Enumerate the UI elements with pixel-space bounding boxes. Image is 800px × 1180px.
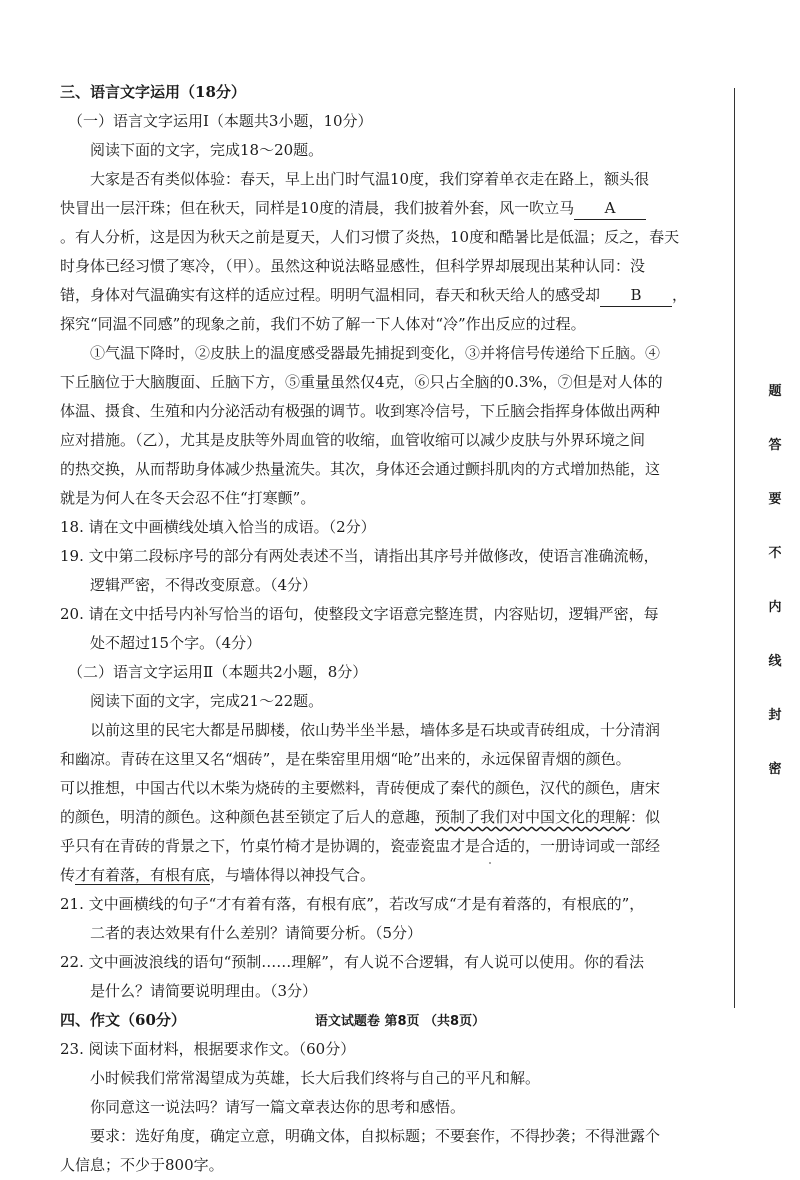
side-char: 封 bbox=[768, 708, 782, 723]
side-char: 内 bbox=[768, 600, 782, 615]
p3-line: 的颜色，明清的颜色。这种颜色甚至锁定了后人的意趣，预制了我们对中国文化的理解：似 bbox=[60, 808, 661, 826]
side-char: 要 bbox=[768, 492, 782, 507]
part1-title: （一）语言文字运用Ⅰ（本题共3小题，10分） bbox=[68, 112, 373, 130]
question-22: 22. 文中画波浪线的语句“预制……理解”，有人说不合逻辑，有人说可以使用。你的看法 bbox=[60, 953, 644, 971]
page-footer: 语文试题卷 第8页 （共8页） bbox=[314, 1014, 486, 1029]
p1-line: 。有人分析，这是因为秋天之前是夏天，人们习惯了炎热，10度和酷暑比是低温；反之，春天 bbox=[60, 228, 680, 246]
essay-requirements: 要求：选好角度，确定立意，明确文体，自拟标题；不要套作，不得抄袭；不得泄露个 bbox=[90, 1127, 661, 1145]
section3-title: 三、语言文字运用（18分） bbox=[60, 83, 246, 101]
essay-material: 小时候我们常常渴望成为英雄，长大后我们终将与自己的平凡和解。 bbox=[90, 1069, 541, 1087]
p3-line: 以前这里的民宅大都是吊脚楼，依山势半坐半悬，墙体多是石块或青砖组成，十分清润 bbox=[90, 721, 661, 739]
question-21: 21. 文中画横线的句子“才有着有落，有根有底”，若改写成“才是有着落的，有根底的”， bbox=[60, 895, 645, 913]
question-20: 20. 请在文中括号内补写恰当的语句，使整段文字语意完整连贯，内容贴切，逻辑严密，每 bbox=[60, 605, 659, 623]
p2-line: 体温、摄食、生殖和内分泌活动有极强的调节。收到寒冷信号，下丘脑会指挥身体做出两种 bbox=[60, 402, 661, 420]
p2-line: ①气温下降时，②皮肤上的温度感受器最先捕捉到变化，③并将信号传递给下丘脑。④ bbox=[90, 344, 661, 362]
side-char: 不 bbox=[768, 546, 782, 561]
part1-instruction: 阅读下面的文字，完成18～20题。 bbox=[90, 141, 324, 159]
side-char: 线 bbox=[768, 654, 782, 669]
p1-line: 错，身体对气温确实有这样的适应过程。明明气温相同，春天和秋天给人的感受却 B ， bbox=[60, 281, 680, 310]
essay-prompt: 你同意这一说法吗？请写一篇文章表达你的思考和感悟。 bbox=[90, 1098, 466, 1116]
question-19-cont: 逻辑严密，不得改变原意。（4分） bbox=[90, 576, 318, 594]
question-18: 18. 请在文中画横线处填入恰当的成语。（2分） bbox=[60, 518, 376, 536]
p3-line: 和幽凉。青砖在这里又名“烟砖”，是在柴窑里用烟“呛”出来的，永远保留青烟的颜色。 bbox=[60, 750, 631, 768]
side-char: 题 bbox=[768, 384, 782, 399]
p3-line: 可以推想，中国古代以木柴为烧砖的主要燃料，青砖便成了秦代的颜色，汉代的颜色，唐宋 bbox=[60, 779, 661, 797]
binding-margin-text bbox=[765, 380, 785, 812]
p3-line: 传才有着落，有根有底，与墙体得以神投气合。 bbox=[60, 866, 376, 884]
passage-1 bbox=[60, 165, 688, 339]
part2-title: （二）语言文字运用Ⅱ（本题共2小题，8分） bbox=[68, 663, 368, 681]
question-20-cont: 处不超过15个字。（4分） bbox=[90, 634, 262, 652]
binding-line bbox=[734, 88, 735, 1008]
p1-line: 时身体已经习惯了寒冷，（甲）。虽然这种说法略显感性，但科学界却展现出某种认同：没 bbox=[60, 257, 646, 275]
question-23: 23. 阅读下面材料，根据要求作文。（60分） bbox=[60, 1040, 356, 1058]
blank-a: A bbox=[574, 197, 646, 220]
passage-2 bbox=[60, 339, 680, 513]
p1-line: 快冒出一层汗珠；但在秋天，同样是10度的清晨，我们披着外套，风一吹立马 A bbox=[60, 194, 680, 223]
essay-requirements-cont: 人信息；不少于800字。 bbox=[60, 1156, 224, 1174]
wavy-underlined-text: 预制了我们对中国文化的理解 bbox=[435, 808, 631, 826]
p1-line: 大家是否有类似体验：春天，早上出门时气温10度，我们穿着单衣走在路上，额头很 bbox=[90, 170, 650, 188]
underlined-text: 才有着落，有根有底 bbox=[75, 866, 211, 884]
part2-instruction: 阅读下面的文字，完成21～22题。 bbox=[90, 692, 324, 710]
passage-3 bbox=[60, 716, 680, 890]
p2-line: 的热交换，从而帮助身体减少热量流失。其次，身体还会通过颤抖肌肉的方式增加热能，这 bbox=[60, 460, 661, 478]
p2-line: 下丘脑位于大脑腹面、丘脑下方，⑤重量虽然仅4克，⑥只占全脑的0.3%，⑦但是对人体的 bbox=[60, 373, 663, 391]
section4-title: 四、作文（60分） bbox=[60, 1011, 186, 1029]
question-22-cont: 是什么？请简要说明理由。（3分） bbox=[90, 982, 318, 1000]
p1-line: 探究“同温不同感”的现象之前，我们不妨了解一下人体对“冷”作出反应的过程。 bbox=[60, 315, 586, 333]
p2-line: 就是为何人在冬天会忍不住“打寒颤”。 bbox=[60, 489, 316, 507]
side-char: 密 bbox=[768, 762, 782, 777]
side-char: 答 bbox=[768, 438, 782, 453]
question-19: 19. 文中第二段标序号的部分有两处表述不当，请指出其序号并做修改，使语言准确流畅， bbox=[60, 547, 659, 565]
p2-line: 应对措施。（乙），尤其是皮肤等外周血管的收缩，血管收缩可以减少皮肤与外界环境之间 bbox=[60, 431, 646, 449]
question-21-cont: 二者的表达效果有什么差别？请简要分析。（5分） bbox=[90, 924, 423, 942]
p3-line: 乎只有在青砖的背景之下，竹桌竹椅才是协调的，瓷壶瓷盅才是合适的，一册诗词或一部经 bbox=[60, 837, 661, 855]
speck bbox=[489, 862, 491, 864]
blank-b: B bbox=[600, 284, 672, 307]
